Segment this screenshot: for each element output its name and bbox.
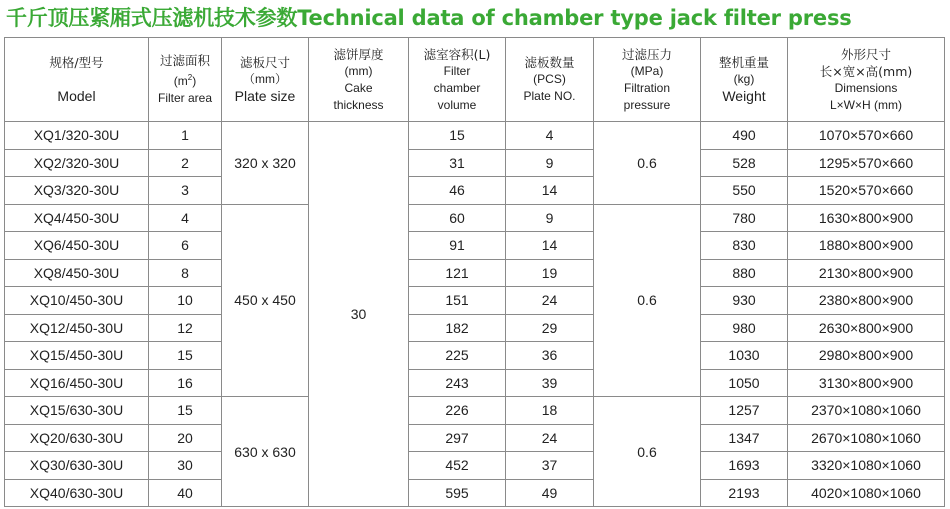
cell-weight: 830 bbox=[701, 232, 788, 260]
cell-model: XQ2/320-30U bbox=[5, 149, 149, 177]
cell-weight: 1347 bbox=[701, 424, 788, 452]
cell-plates: 39 bbox=[506, 369, 594, 397]
cell-chamber: 121 bbox=[409, 259, 506, 287]
spec-table bbox=[4, 37, 945, 507]
cell-area: 3 bbox=[149, 177, 222, 205]
cell-dims: 3320×1080×1060 bbox=[788, 452, 945, 480]
cell-area: 30 bbox=[149, 452, 222, 480]
cell-plates: 49 bbox=[506, 479, 594, 507]
cell-weight: 1693 bbox=[701, 452, 788, 480]
cell-model: XQ15/630-30U bbox=[5, 397, 149, 425]
table-row bbox=[5, 122, 945, 150]
cell-plates: 9 bbox=[506, 204, 594, 232]
table-row bbox=[5, 479, 945, 507]
cell-dims: 1295×570×660 bbox=[788, 149, 945, 177]
cell-model: XQ10/450-30U bbox=[5, 287, 149, 315]
cell-dims: 1880×800×900 bbox=[788, 232, 945, 260]
cell-weight: 528 bbox=[701, 149, 788, 177]
cell-dims: 1070×570×660 bbox=[788, 122, 945, 150]
cell-chamber: 226 bbox=[409, 397, 506, 425]
cell-chamber: 31 bbox=[409, 149, 506, 177]
cell-chamber: 182 bbox=[409, 314, 506, 342]
header-row bbox=[5, 38, 945, 122]
page-title: 千斤顶压紧厢式压滤机技术参数Technical data of chamber type jack filter press bbox=[6, 6, 852, 30]
cell-chamber: 297 bbox=[409, 424, 506, 452]
cell-weight: 780 bbox=[701, 204, 788, 232]
cell-dims: 2980×800×900 bbox=[788, 342, 945, 370]
cell-pressure: 0.6 bbox=[594, 204, 701, 397]
header-cake-thickness: 滤饼厚度 (mm) Cake thickness bbox=[309, 38, 409, 122]
header-chamber-volume: 滤室容积(L) Filter chamber volume bbox=[409, 38, 506, 122]
cell-area: 15 bbox=[149, 342, 222, 370]
cell-area: 10 bbox=[149, 287, 222, 315]
cell-plate-size: 320 x 320 bbox=[222, 122, 309, 205]
cell-cake-thickness: 30 bbox=[309, 122, 409, 507]
cell-chamber: 595 bbox=[409, 479, 506, 507]
cell-chamber: 91 bbox=[409, 232, 506, 260]
cell-chamber: 243 bbox=[409, 369, 506, 397]
cell-dims: 2670×1080×1060 bbox=[788, 424, 945, 452]
table-row bbox=[5, 149, 945, 177]
cell-model: XQ16/450-30U bbox=[5, 369, 149, 397]
cell-plates: 36 bbox=[506, 342, 594, 370]
cell-chamber: 151 bbox=[409, 287, 506, 315]
table-row bbox=[5, 397, 945, 425]
cell-plates: 9 bbox=[506, 149, 594, 177]
cell-plates: 19 bbox=[506, 259, 594, 287]
cell-weight: 980 bbox=[701, 314, 788, 342]
cell-model: XQ20/630-30U bbox=[5, 424, 149, 452]
cell-weight: 550 bbox=[701, 177, 788, 205]
cell-area: 16 bbox=[149, 369, 222, 397]
table-row bbox=[5, 314, 945, 342]
cell-dims: 1630×800×900 bbox=[788, 204, 945, 232]
cell-plates: 29 bbox=[506, 314, 594, 342]
cell-weight: 1257 bbox=[701, 397, 788, 425]
header-weight: 整机重量 (kg) Weight bbox=[701, 38, 788, 122]
header-filtration-pressure: 过滤压力 (MPa) Filtration pressure bbox=[594, 38, 701, 122]
cell-plates: 24 bbox=[506, 424, 594, 452]
cell-dims: 2370×1080×1060 bbox=[788, 397, 945, 425]
cell-area: 15 bbox=[149, 397, 222, 425]
cell-area: 40 bbox=[149, 479, 222, 507]
cell-model: XQ8/450-30U bbox=[5, 259, 149, 287]
cell-chamber: 225 bbox=[409, 342, 506, 370]
cell-dims: 3130×800×900 bbox=[788, 369, 945, 397]
cell-plates: 14 bbox=[506, 177, 594, 205]
cell-chamber: 46 bbox=[409, 177, 506, 205]
cell-model: XQ40/630-30U bbox=[5, 479, 149, 507]
cell-plate-size: 630 x 630 bbox=[222, 397, 309, 507]
cell-model: XQ6/450-30U bbox=[5, 232, 149, 260]
cell-weight: 930 bbox=[701, 287, 788, 315]
cell-weight: 490 bbox=[701, 122, 788, 150]
cell-plates: 18 bbox=[506, 397, 594, 425]
table-row bbox=[5, 204, 945, 232]
table-row bbox=[5, 369, 945, 397]
cell-model: XQ15/450-30U bbox=[5, 342, 149, 370]
cell-chamber: 60 bbox=[409, 204, 506, 232]
cell-model: XQ3/320-30U bbox=[5, 177, 149, 205]
cell-chamber: 15 bbox=[409, 122, 506, 150]
cell-dims: 4020×1080×1060 bbox=[788, 479, 945, 507]
cell-plates: 24 bbox=[506, 287, 594, 315]
cell-area: 8 bbox=[149, 259, 222, 287]
cell-pressure: 0.6 bbox=[594, 397, 701, 507]
cell-area: 12 bbox=[149, 314, 222, 342]
cell-weight: 2193 bbox=[701, 479, 788, 507]
table-row bbox=[5, 287, 945, 315]
cell-area: 6 bbox=[149, 232, 222, 260]
cell-model: XQ4/450-30U bbox=[5, 204, 149, 232]
cell-dims: 2130×800×900 bbox=[788, 259, 945, 287]
cell-model: XQ1/320-30U bbox=[5, 122, 149, 150]
header-plate-size: 滤板尺寸 （mm） Plate size bbox=[222, 38, 309, 122]
cell-area: 1 bbox=[149, 122, 222, 150]
filter-area-unit: $(m^2)$ bbox=[173, 73, 197, 88]
table-row bbox=[5, 424, 945, 452]
cell-weight: 880 bbox=[701, 259, 788, 287]
cell-weight: 1030 bbox=[701, 342, 788, 370]
cell-dims: 2630×800×900 bbox=[788, 314, 945, 342]
cell-plates: 37 bbox=[506, 452, 594, 480]
table-row bbox=[5, 177, 945, 205]
header-model: 规格/型号 Model bbox=[5, 38, 149, 122]
header-filter-area: 过滤面积 $(m^2)$ Filter area bbox=[149, 38, 222, 122]
cell-area: 4 bbox=[149, 204, 222, 232]
cell-area: 2 bbox=[149, 149, 222, 177]
table-row bbox=[5, 232, 945, 260]
cell-weight: 1050 bbox=[701, 369, 788, 397]
cell-plates: 14 bbox=[506, 232, 594, 260]
table-row bbox=[5, 452, 945, 480]
header-dimensions: 外形尺寸 长×宽×高(mm) Dimensions L×W×H (mm) bbox=[788, 38, 945, 122]
cell-plate-size: 450 x 450 bbox=[222, 204, 309, 397]
cell-model: XQ12/450-30U bbox=[5, 314, 149, 342]
cell-model: XQ30/630-30U bbox=[5, 452, 149, 480]
table-row bbox=[5, 342, 945, 370]
cell-dims: 1520×570×660 bbox=[788, 177, 945, 205]
cell-pressure: 0.6 bbox=[594, 122, 701, 205]
header-plate-no: 滤板数量 (PCS) Plate NO. bbox=[506, 38, 594, 122]
cell-area: 20 bbox=[149, 424, 222, 452]
cell-plates: 4 bbox=[506, 122, 594, 150]
cell-dims: 2380×800×900 bbox=[788, 287, 945, 315]
table-row bbox=[5, 259, 945, 287]
cell-chamber: 452 bbox=[409, 452, 506, 480]
